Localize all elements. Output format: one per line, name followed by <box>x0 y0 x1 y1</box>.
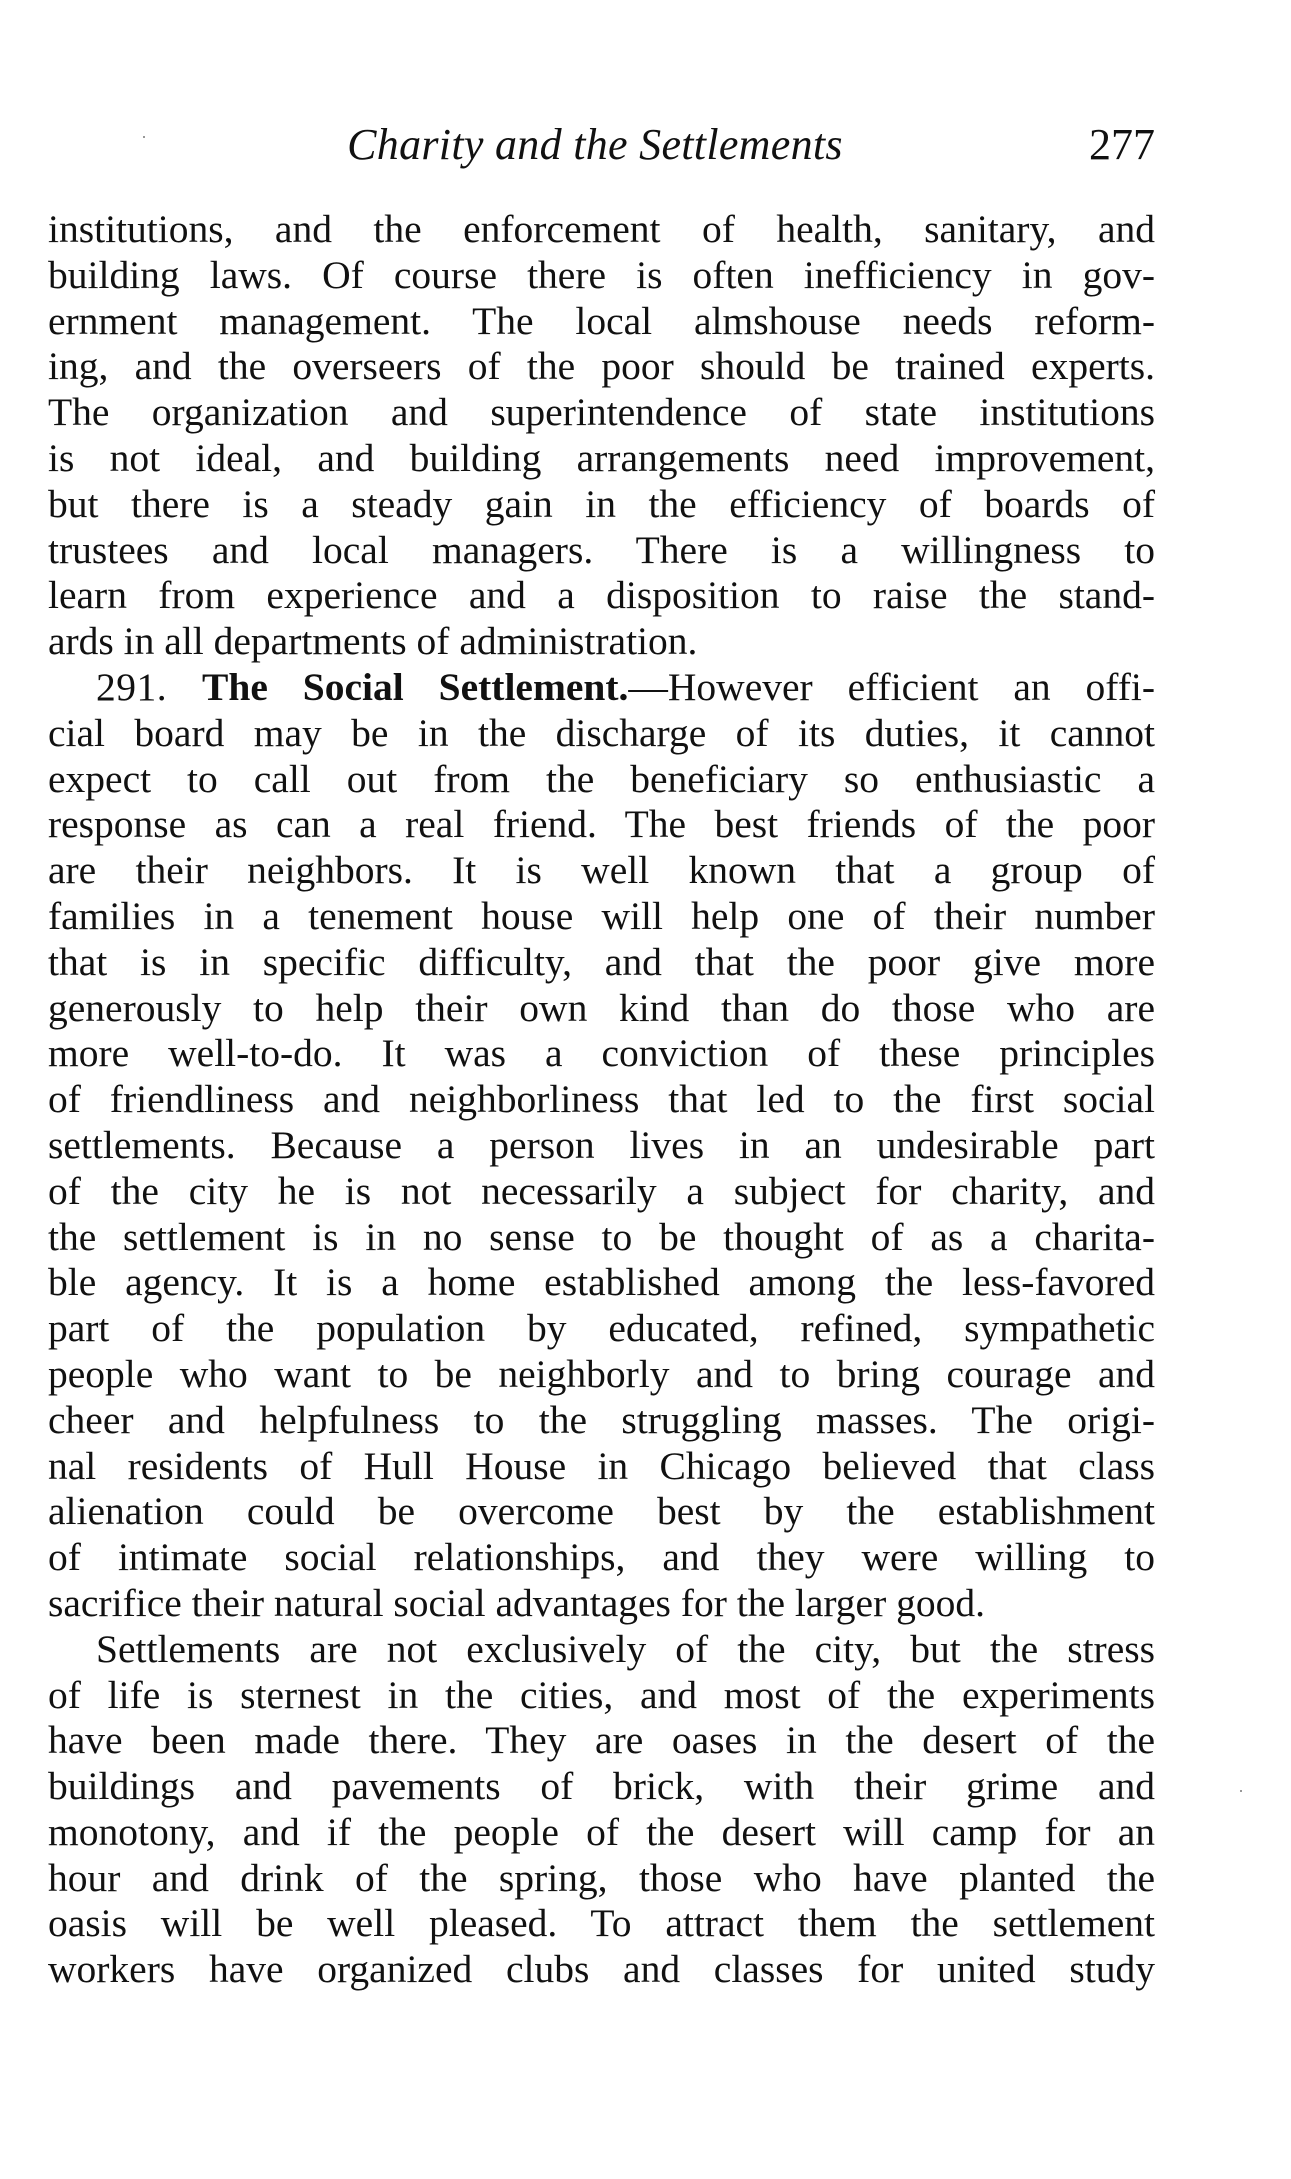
text-line: ble agency. It is a home established among the less-favored <box>48 1260 1155 1305</box>
text-line: The organization and superintendence of state institutions <box>48 390 1155 435</box>
text-line: learn from experience and a disposition to raise the stand- <box>48 573 1155 618</box>
text-line: response as can a real friend. The best friends of the poor <box>48 802 1155 847</box>
text-line: Settlements are not exclusively of the city, but the stress <box>96 1626 1155 1671</box>
text-line: buildings and pavements of brick, with their grime and <box>48 1764 1155 1809</box>
text-line: ards in all departments of administration. <box>48 619 698 664</box>
text-line: have been made there. They are oases in the desert of the <box>48 1718 1155 1763</box>
text-line: hour and drink of the spring, those who have planted the <box>48 1855 1155 1900</box>
text-line: oasis will be well pleased. To attract them the settlement <box>48 1901 1155 1946</box>
page-header <box>0 110 1291 180</box>
text-line: settlements. Because a person lives in an undesirable part <box>48 1122 1155 1167</box>
page-number: 277 <box>1089 120 1155 169</box>
text-line: generously to help their own kind than do those who are <box>48 985 1155 1030</box>
text-line: of the city he is not necessarily a subject for charity, and <box>48 1168 1155 1213</box>
section-number: 291. <box>96 664 168 709</box>
text-line: expect to call out from the beneficiary so enthusiastic a <box>48 756 1155 801</box>
text-line: ernment management. The local almshouse needs reform- <box>48 298 1155 343</box>
text-line: families in a tenement house will help one of their number <box>48 893 1155 938</box>
text-line: building laws. Of course there is often inefficiency in gov- <box>48 252 1155 297</box>
running-title: Charity and the Settlements <box>347 120 843 169</box>
section-first-line-text: —However efficient an offi- <box>628 664 1155 709</box>
text-line: are their neighbors. It is well known that a group of <box>48 848 1155 893</box>
text-line: part of the population by educated, refined, sympathetic <box>48 1306 1155 1351</box>
paragraph-continuation <box>48 207 1155 665</box>
text-line: cheer and helpfulness to the struggling masses. The origi- <box>48 1397 1155 1442</box>
text-line: workers have organized clubs and classes for united study <box>48 1947 1155 1992</box>
section-heading: The Social Settlement. <box>202 664 629 709</box>
text-line: more well-to-do. It was a conviction of these principles <box>48 1031 1155 1076</box>
print-speck <box>1240 1790 1242 1792</box>
text-line: people who want to be neighborly and to bring courage and <box>48 1351 1155 1396</box>
text-line: nal residents of Hull House in Chicago believed that class <box>48 1443 1155 1488</box>
text-line: of intimate social relationships, and they were willing to <box>48 1535 1155 1580</box>
text-line: the settlement is in no sense to be thought of as a charita- <box>48 1214 1155 1259</box>
text-line: that is in specific difficulty, and that the poor give more <box>48 939 1155 984</box>
text-line: ing, and the overseers of the poor should be trained experts. <box>48 344 1155 389</box>
text-line: trustees and local managers. There is a willingness to <box>48 527 1155 572</box>
print-speck <box>143 136 145 138</box>
text-line: monotony, and if the people of the desert will camp for an <box>48 1809 1155 1854</box>
text-line: but there is a steady gain in the efficiency of boards of <box>48 481 1155 526</box>
text-line: of friendliness and neighborliness that led to the first social <box>48 1077 1155 1122</box>
text-line: is not ideal, and building arrangements need improvement, <box>48 435 1155 480</box>
body-text <box>48 207 1155 1993</box>
text-line: of life is sternest in the cities, and most of the experiments <box>48 1672 1155 1717</box>
text-line: alienation could be overcome best by the establishment <box>48 1489 1155 1534</box>
text-line: cial board may be in the discharge of its duties, it cannot <box>48 710 1155 755</box>
section-first-line <box>48 665 1155 711</box>
section-291-paragraph <box>48 665 1155 1627</box>
text-line: institutions, and the enforcement of health, sanitary, and <box>48 207 1155 251</box>
text-line: sacrifice their natural social advantages for the larger good. <box>48 1580 985 1625</box>
paragraph-settlements <box>48 1627 1155 1993</box>
